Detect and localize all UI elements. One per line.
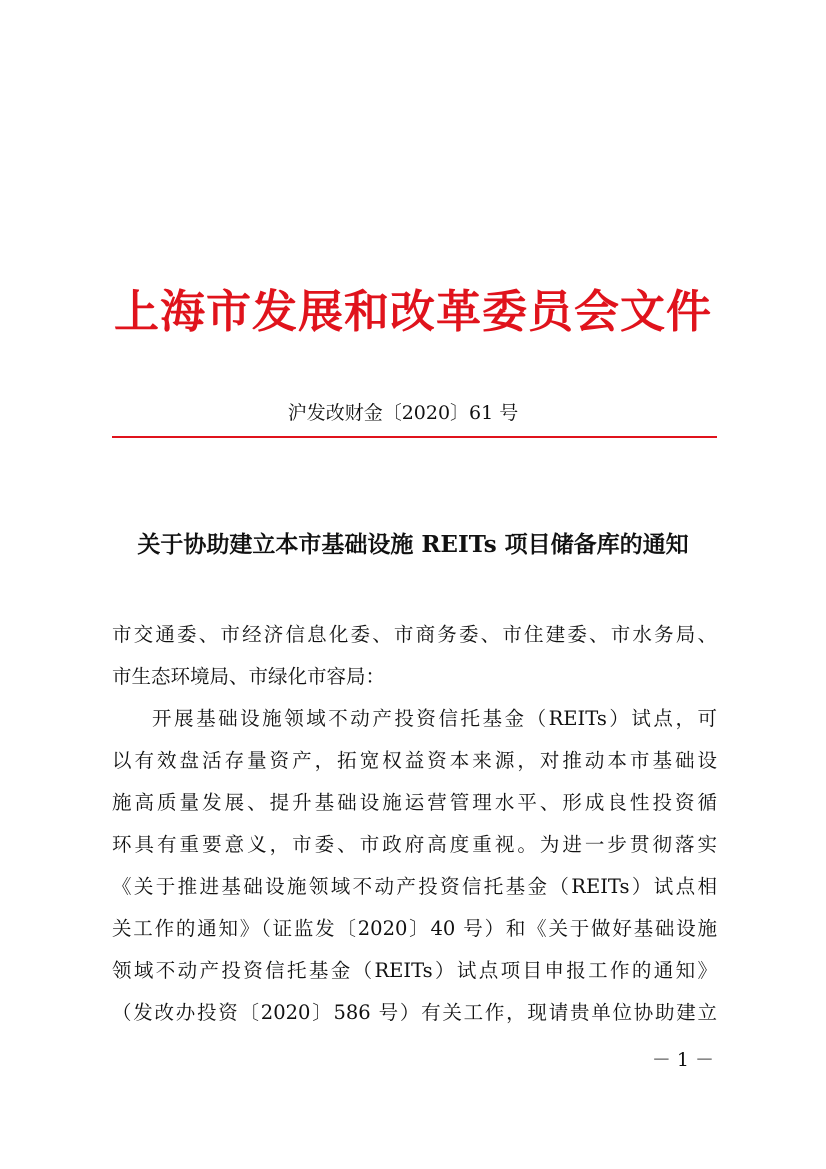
document-number: 沪发改财金〔2020〕61 号 (287, 402, 519, 424)
notice-body (112, 614, 717, 1034)
paragraph-line: 环具有重要意义，市委、市政府高度重视。为进一步贯彻落实 (112, 833, 717, 856)
paragraph-line: 开展基础设施领域不动产投资信托基金（REITs）试点，可 (152, 707, 717, 730)
notice-title: 关于协助建立本市基础设施 REITs 项目储备库的通知 (137, 531, 689, 558)
addressee-line: 市交通委、市经济信息化委、市商务委、市住建委、市水务局、 (112, 623, 717, 646)
paragraph-line: 关工作的通知》（证监发〔2020〕40 号）和《关于做好基础设施 (112, 917, 717, 940)
red-divider-line (112, 436, 717, 438)
paragraph-line: 以有效盘活存量资产，拓宽权益资本来源，对推动本市基础设 (112, 749, 717, 772)
paragraph-line: 《关于推进基础设施领域不动产投资信托基金（REITs）试点相 (112, 875, 717, 898)
paragraph-line: 领域不动产投资信托基金（REITs）试点项目申报工作的通知》 (112, 959, 717, 982)
masthead-title: 上海市发展和改革委员会文件 (113, 285, 712, 338)
paragraph-line: （发改办投资〔2020〕586 号）有关工作，现请贵单位协助建立 (112, 1001, 717, 1024)
paragraph-line: 施高质量发展、提升基础设施运营管理水平、形成良性投资循 (112, 791, 717, 814)
addressee-line: 市生态环境局、市绿化市容局： (112, 665, 386, 688)
page-number: － 1 － (651, 1049, 714, 1071)
